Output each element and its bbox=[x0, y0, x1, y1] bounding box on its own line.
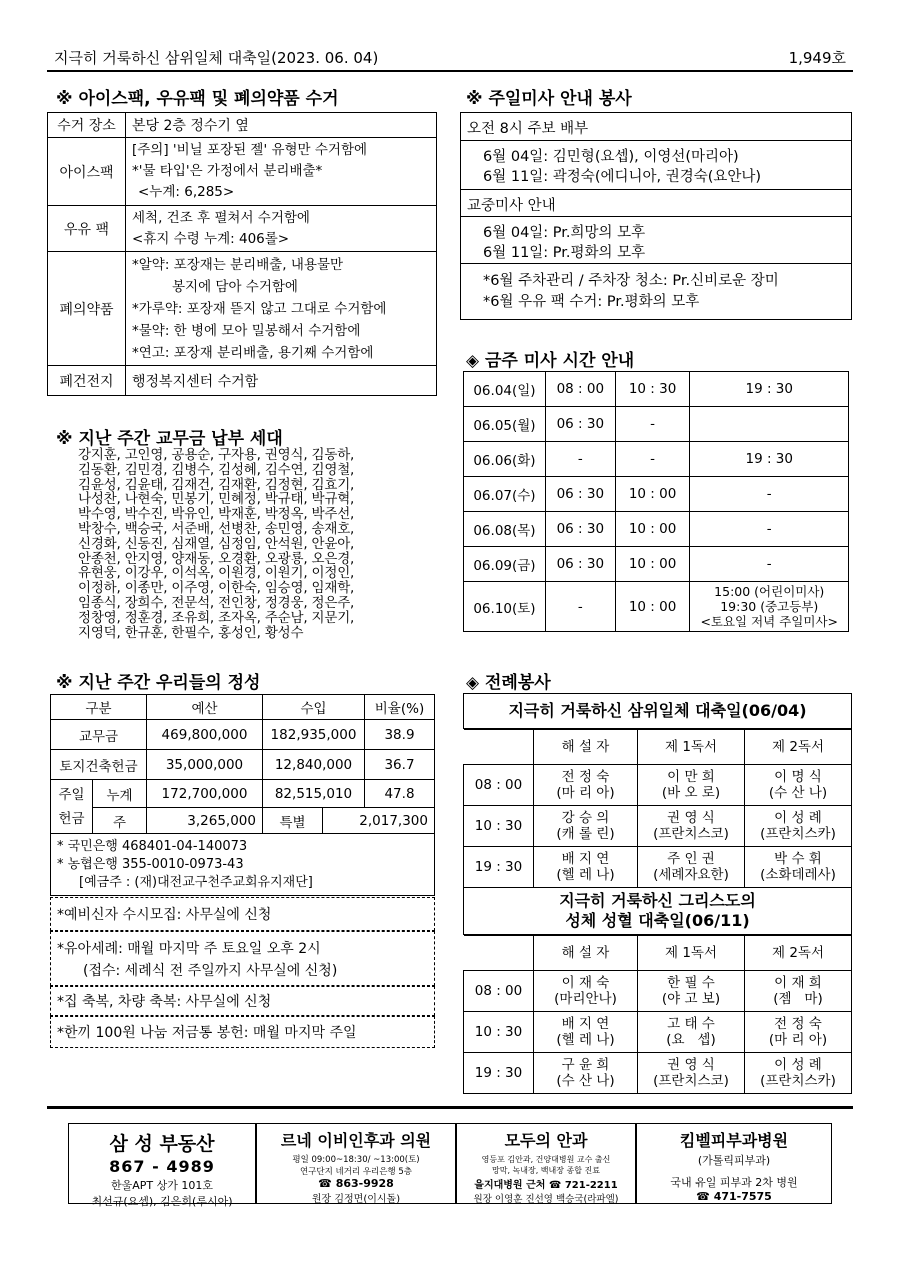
recycle-title: ※ 아이스팩, 우유팩 및 폐의약품 수거 bbox=[56, 89, 339, 109]
liturgy-tables bbox=[463, 693, 852, 1094]
donor-line: 정창영, 정훈경, 조유희, 조자옥, 주순남, 지문기, bbox=[78, 609, 355, 626]
table-row: 19 : 30 구 윤 희 (수 산 나) 권 영 식 (프란치스코) 이 성 례 (프란치스카) bbox=[464, 1053, 852, 1094]
guide-section-body: *6월 주차관리 / 주차장 청소: Pr.신비로운 장미 *6월 우유 팩 수거: Pr.평화의 모후 bbox=[483, 273, 779, 310]
table-row: 10 : 30 강 승 의 (캐 롤 린) 권 영 식 (프란치스코) 이 성 례 (프란치스카) bbox=[464, 806, 852, 847]
row-content: 세척, 건조 후 펼쳐서 수거함에 <휴지 수령 누계: 406롤> bbox=[126, 206, 437, 252]
donor-line: 박창수, 백승국, 서준배, 선병찬, 송민영, 송재호, bbox=[78, 520, 355, 537]
row-content: *알약: 포장재는 분리배출, 내용물만 봉지에 담아 수거함에 *가루약: 포장재 뜯지 않고 그대로 수거함에 *물약: 한 병에 모아 밀봉해서 수거함에 *연고: 포장재 분리배출, 용기째 수거함에 bbox=[126, 252, 437, 366]
mass-schedule-title: ◈ 금주 미사 시간 안내 bbox=[466, 351, 635, 371]
row-content: 본당 2층 정수기 옆 bbox=[126, 113, 437, 138]
row-label: 폐건전지 bbox=[48, 366, 126, 396]
donor-line: 지영덕, 한규훈, 한필수, 홍성인, 황성수 bbox=[78, 624, 304, 641]
table-row bbox=[48, 252, 437, 366]
guide-section-body: 6월 04일: 김민형(요셉), 이영선(마리아) 6월 11일: 곽정숙(에디니아, 권경숙(요안나) bbox=[483, 149, 762, 185]
liturgy-table-title: 지극히 거룩하신 삼위일체 대축일(06/04) bbox=[463, 693, 852, 729]
table-row bbox=[48, 206, 437, 252]
footer-divider bbox=[47, 1106, 853, 1109]
finance-title: ※ 지난 주간 우리들의 정성 bbox=[56, 673, 261, 693]
ad-eye-clinic: 모두의 안과 영등포 김안과, 건양대병원 교수 출신 망막, 녹내장, 백내장 종합 진료 을지대병원 근처 ☎ 721-2211 원장 이영훈 진선영 백승국(라파엘) bbox=[456, 1123, 636, 1204]
table-row bbox=[48, 113, 437, 138]
donor-line: 신경화, 신동진, 심재열, 심정임, 안석원, 안윤아, bbox=[78, 535, 355, 552]
guide-box bbox=[460, 112, 852, 320]
guide-title: ※ 주일미사 안내 봉사 bbox=[466, 89, 632, 109]
guide-section-title: 교중미사 안내 bbox=[461, 189, 851, 217]
table-row: 교무금 469,800,000 182,935,000 38.9 bbox=[51, 720, 435, 750]
liturgy-table bbox=[463, 729, 852, 888]
table-row bbox=[51, 834, 435, 896]
donor-line: 김윤성, 김윤태, 김재건, 김재환, 김정현, 김효기, bbox=[78, 476, 355, 493]
table-row: 구분 예산 수입 비율(%) bbox=[51, 695, 435, 720]
row-label: 폐의약품 bbox=[48, 252, 126, 366]
table-row: 19 : 30 배 지 연 (헬 레 나) 주 인 권 (세례자요한) 박 수 휘 (소화데레사) bbox=[464, 847, 852, 888]
table-row: 주일 헌금 누계 172,700,000 82,515,010 47.8 bbox=[51, 780, 435, 808]
donor-line: 이정하, 이종만, 이주영, 이한숙, 임승영, 임재학, bbox=[78, 580, 355, 597]
guide-section-body: 6월 04일: Pr.희망의 모후 6월 11일: Pr.평화의 모후 bbox=[483, 225, 646, 261]
mass-schedule-table bbox=[463, 371, 849, 632]
donor-line: 안종천, 안지영, 양재동, 오경환, 오광룡, 오은경, bbox=[78, 550, 355, 567]
table-row bbox=[48, 138, 437, 206]
notice-item: *예비신자 수시모집: 사무실에 신청 bbox=[50, 897, 435, 931]
recycle-table bbox=[47, 112, 437, 396]
notice-item: *집 축복, 차량 축복: 사무실에 신청 bbox=[50, 986, 435, 1016]
notice-item: *유아세례: 매월 마지막 주 토요일 오후 2시 (접수: 세례식 전 주일까지 사무실에 신청) bbox=[50, 931, 435, 986]
table-row: 06.08(목) 06 : 30 10 : 00 - bbox=[464, 512, 849, 547]
table-row: 해 설 자 제 1독서 제 2독서 bbox=[464, 936, 852, 971]
bank-info: * 국민은행 468401-04-140073 * 농협은행 355-0010-0973-43 [예금주 : (재)대전교구천주교회유지재단] bbox=[51, 834, 435, 896]
row-content: 행정복지센터 수거함 bbox=[126, 366, 437, 396]
table-row bbox=[48, 366, 437, 396]
donor-line: 강지훈, 고인영, 공용순, 구자용, 권영식, 김동하, bbox=[78, 447, 355, 463]
ad-dermatology: 킴벨피부과병원 (가톨릭피부과) 국내 유일 피부과 2차 병원 ☎ 471-7575 bbox=[636, 1123, 832, 1204]
finance-table bbox=[50, 694, 435, 896]
bulletin-title: 지극히 거룩하신 삼위일체 대축일(2023. 06. 04) bbox=[54, 49, 379, 67]
guide-section-title: 오전 8시 주보 배부 bbox=[461, 113, 851, 141]
table-row: 06.09(금) 06 : 30 10 : 00 - bbox=[464, 547, 849, 582]
liturgy-table-title: 지극히 거룩하신 그리스도의 성체 성혈 대축일(06/11) bbox=[463, 888, 852, 935]
ad-ent-clinic: 르네 이비인후과 의원 평일 09:00~18:30/ ~13:00(토) 연구단지 네거리 우리은행 5층 ☎ 863-9928 원장 김정면(이시돌) bbox=[256, 1123, 456, 1204]
donor-line: 임종식, 장희수, 전문석, 전인창, 정경웅, 정은주, bbox=[78, 594, 355, 611]
row-label: 수거 장소 bbox=[48, 113, 126, 138]
donor-line: 나성찬, 나현숙, 민봉기, 민혜정, 박규태, 박규혁, bbox=[78, 491, 355, 508]
table-row: 08 : 00 전 정 숙 (마 리 아) 이 만 희 (바 오 로) 이 명 식 (수 산 나) bbox=[464, 765, 852, 806]
liturgy-table bbox=[463, 935, 852, 1094]
table-row: 10 : 30 배 지 연 (헬 레 나) 고 태 수 (요 셉) 전 정 숙 (마 리 아) bbox=[464, 1012, 852, 1053]
donors-title: ※ 지난 주간 교무금 납부 세대 bbox=[56, 429, 283, 449]
notice-item: *한끼 100원 나눔 저금통 봉헌: 매월 마지막 주일 bbox=[50, 1016, 435, 1048]
table-row: 06.10(토) - 10 : 00 15:00 (어린이미사) 19:30 (중고등부) <토요일 저녁 주일미사> bbox=[464, 582, 849, 632]
liturgy-title: ◈ 전례봉사 bbox=[466, 673, 551, 693]
table-row: 08 : 00 이 재 숙 (마리안나) 한 필 수 (야 고 보) 이 재 희 (젬 마) bbox=[464, 971, 852, 1012]
donor-line: 유현웅, 이강우, 이석옥, 이원경, 이원기, 이정인, bbox=[78, 565, 355, 582]
table-row: 06.04(일) 08 : 00 10 : 30 19 : 30 bbox=[464, 372, 849, 407]
row-content: [주의] '비닐 포장된 젤' 유형만 수거함에 *'물 타입'은 가정에서 분리배출* <누계: 6,285> bbox=[126, 138, 437, 206]
table-row: 해 설 자 제 1독서 제 2독서 bbox=[464, 730, 852, 765]
donor-line: 김동환, 김민경, 김병수, 김성혜, 김수연, 김영철, bbox=[78, 461, 355, 478]
donor-line: 박수영, 박수진, 박유인, 박재훈, 박정옥, 박주선, bbox=[78, 506, 355, 523]
table-row: 주 3,265,000 특별 2,017,300 bbox=[51, 808, 435, 834]
header-divider bbox=[47, 70, 853, 72]
row-label: 아이스팩 bbox=[48, 138, 126, 206]
donor-list bbox=[78, 448, 354, 640]
row-label: 우유 팩 bbox=[48, 206, 126, 252]
ad-realestate: 삼 성 부동산 867 - 4989 한울APT 상가 101호 최선규(요셉), 김은희(루시아) bbox=[68, 1123, 256, 1204]
issue-number: 1,949호 bbox=[788, 49, 846, 67]
table-row: 토지건축헌금 35,000,000 12,840,000 36.7 bbox=[51, 750, 435, 780]
table-row: 06.05(월) 06 : 30 - bbox=[464, 407, 849, 442]
table-row: 06.06(화) - - 19 : 30 bbox=[464, 442, 849, 477]
table-row: 06.07(수) 06 : 30 10 : 00 - bbox=[464, 477, 849, 512]
